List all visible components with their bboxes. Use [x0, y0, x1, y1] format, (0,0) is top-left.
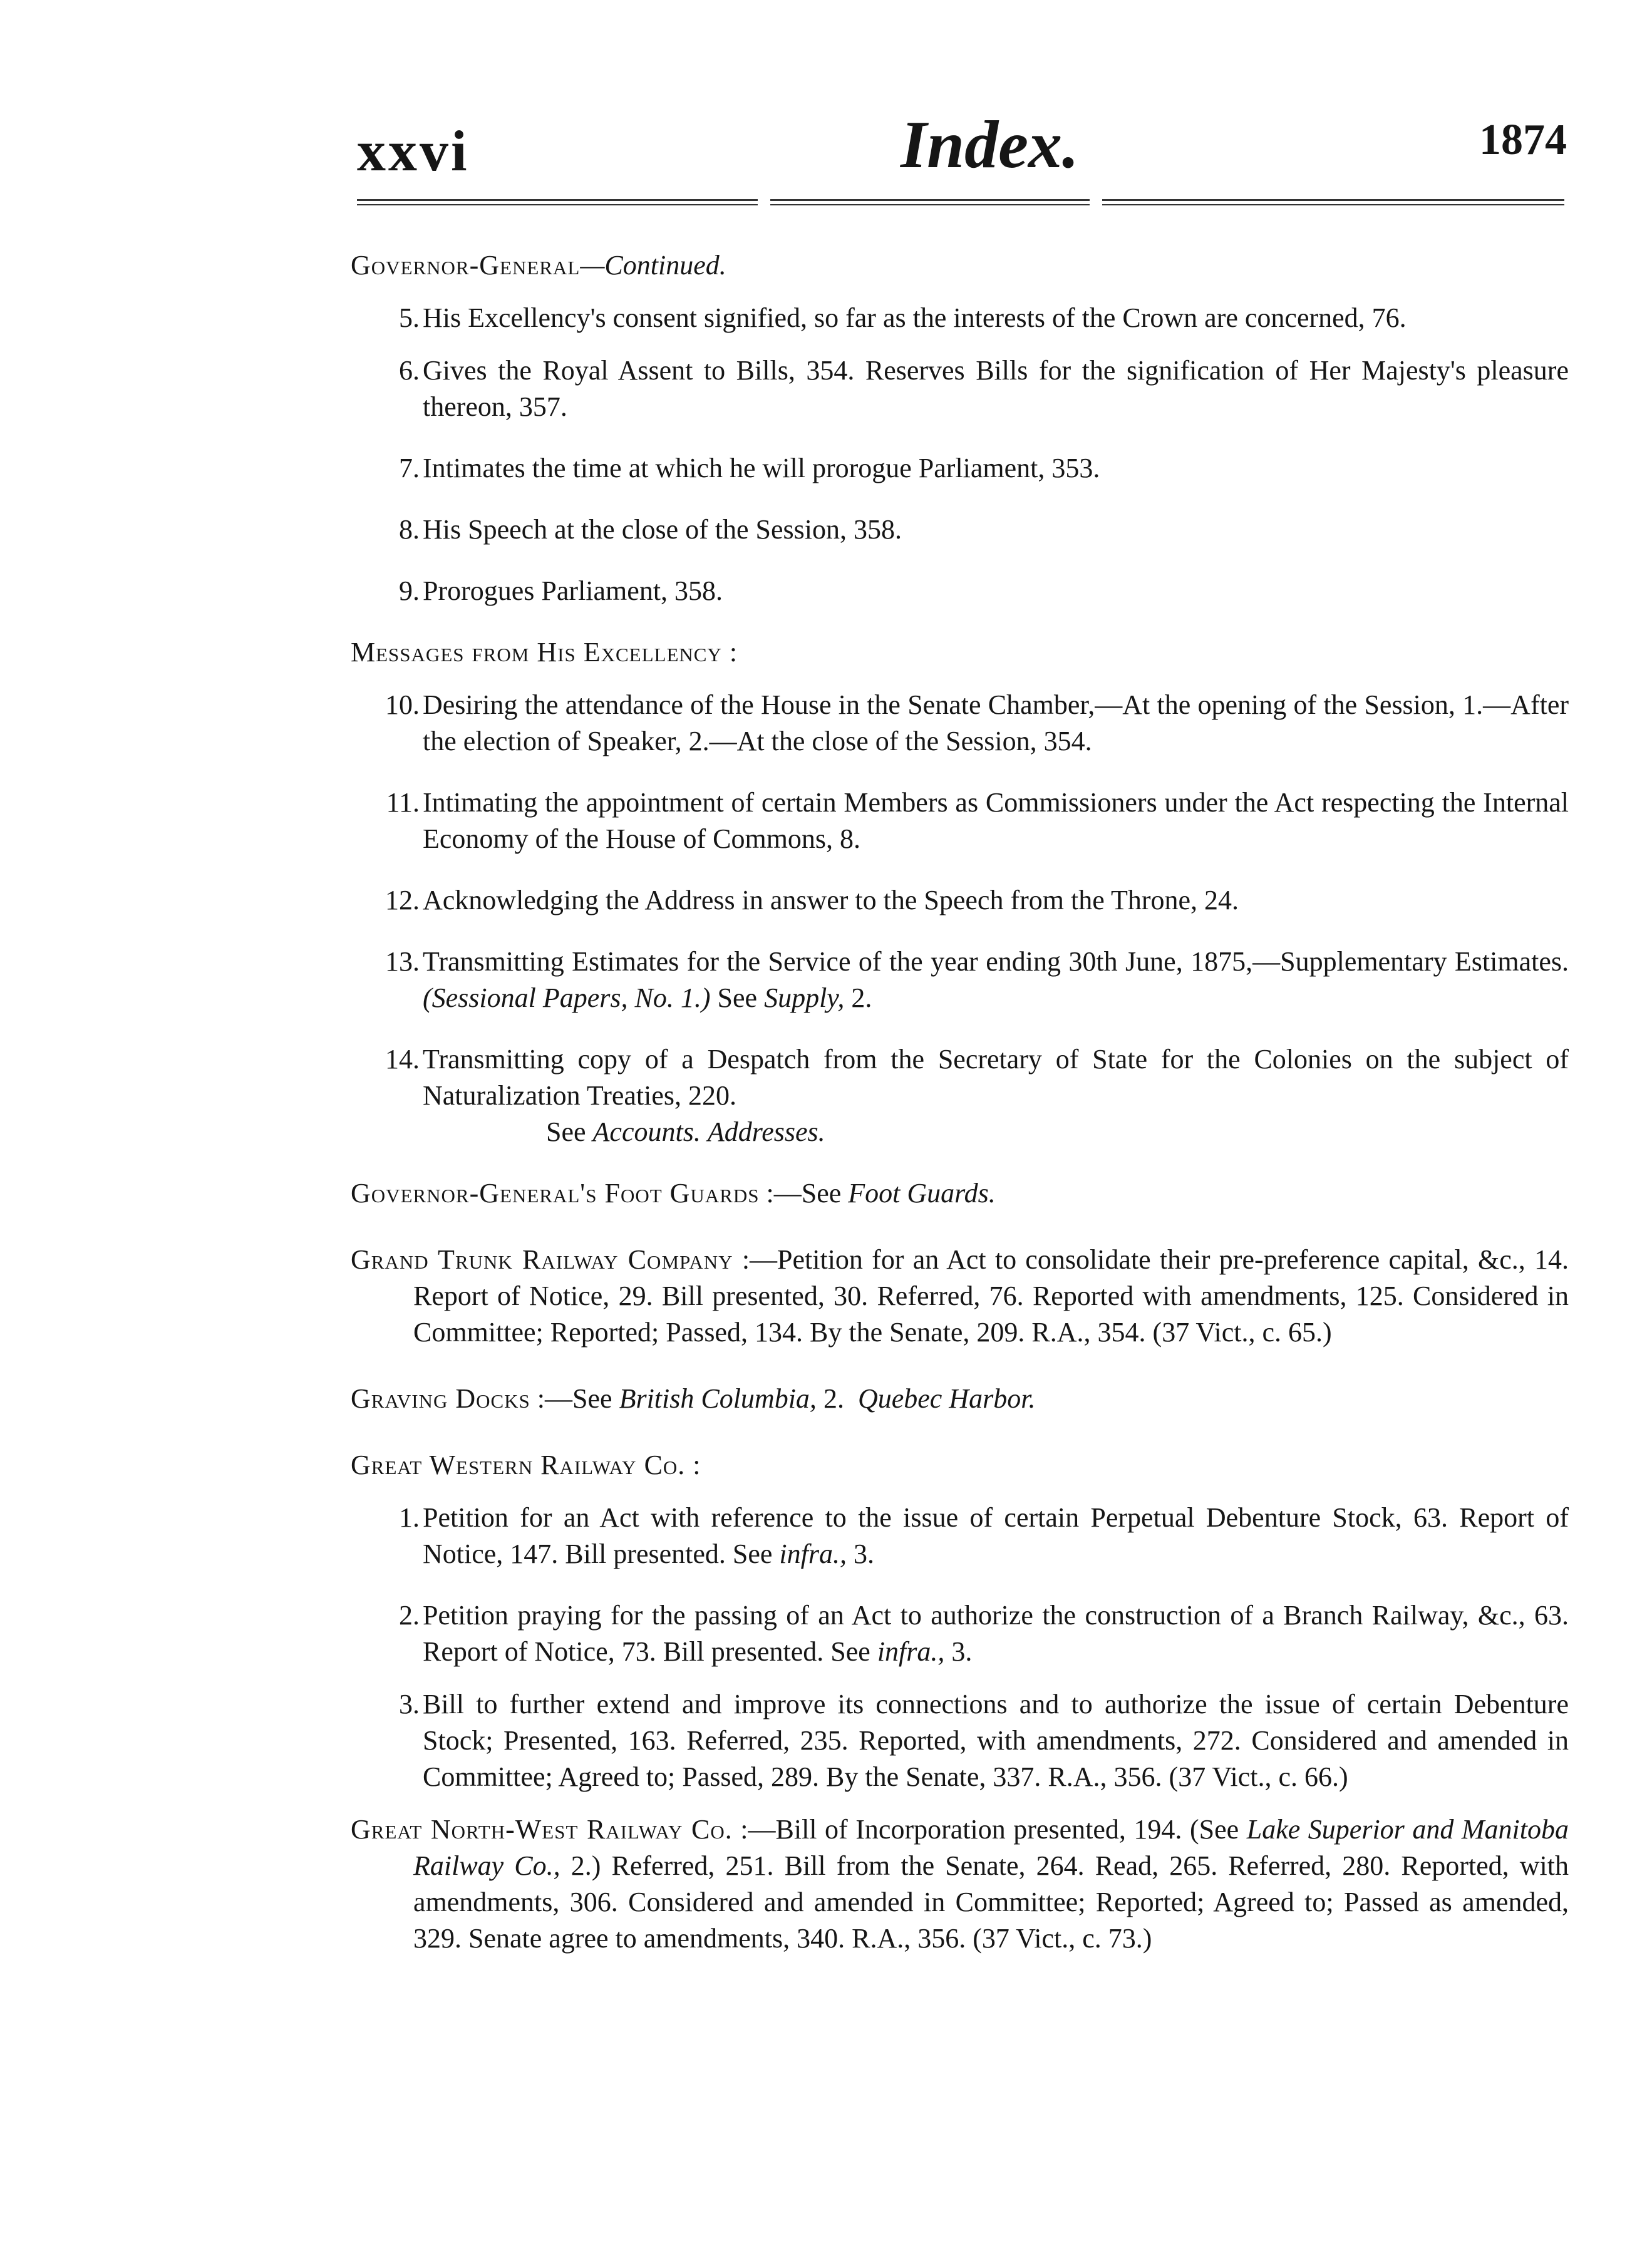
header-rule-center — [770, 199, 1090, 205]
list-item: 11. Intimating the appointment of certain Members as Commissioners under the Act respecting the Internal Economy of the House of Commons, 8. — [386, 787, 1569, 854]
list-item: 1. Petition for an Act with reference to the issue of certain Perpetual Debenture Stock, 63. Report of Notice, 147. Bill presented. See infra., 3. — [399, 1502, 1569, 1569]
entry-grand-trunk: Grand Trunk Railway Company :—Petition for an Act to consolidate their pre-preference capital, &c., 14. Report of Notice, 29. Bill presented, 30. Referred, 76. Reported with amendments, 125. Considered in Committee; Reported; Passed, 134. By the Senate, 209. R.A., 354. (37 Vict., c. 65.) — [351, 1244, 1569, 1348]
page-number: xxvi — [357, 119, 470, 183]
page-year: 1874 — [1479, 116, 1567, 164]
list-item: 7. Intimates the time at which he will prorogue Parliament, 353. — [399, 453, 1100, 483]
entry-great-north-west: Great North-West Railway Co. :—Bill of Incorporation presented, 194. (See Lake Superior and Manitoba Railway Co., 2.) Referred, 251. Bill from the Senate, 264. Read, 265. Referred, 280. Reported, with amendments, 306. Considered and amended in Committee; Reported; Agreed to; Passed as amended, 329. Senate agree to amendments, 340. R.A., 356. (37 Vict., c. 73.) — [351, 1814, 1569, 1954]
list-item: 8. His Speech at the close of the Session, 358. — [399, 514, 902, 545]
entry-heading-great-western: Great Western Railway Co. : — [351, 1450, 701, 1480]
page-title: Index. — [901, 108, 1080, 182]
header-rules — [357, 199, 1564, 212]
entry-heading-governor-general: Governor-General—Continued. — [351, 250, 726, 281]
header-rule-right — [1102, 199, 1564, 205]
header-rule-left — [357, 199, 758, 205]
page-header — [0, 106, 1652, 194]
entry-graving-docks: Graving Docks :—See British Columbia, 2. Quebec Harbor. — [351, 1383, 1036, 1414]
see-also-line: See Accounts. Addresses. — [546, 1116, 825, 1147]
list-item: 14. Transmitting copy of a Despatch from the Secretary of State for the Colonies on the subject of Naturalization Treaties, 220. — [385, 1044, 1569, 1111]
list-item: 6. Gives the Royal Assent to Bills, 354. Reserves Bills for the signification of Her Majesty's pleasure thereon, 357. — [399, 355, 1569, 422]
list-item: 10. Desiring the attendance of the House in the Senate Chamber,—At the opening of the Session, 1.—After the election of Speaker, 2.—At the close of the Session, 354. — [385, 689, 1569, 756]
list-item: 3. Bill to further extend and improve its connections and to authorize the issue of certain Debenture Stock; Presented, 163. Referred, 235. Reported, with amendments, 272. Considered and amended in Committee; Agreed to; Passed, 289. By the Senate, 337. R.A., 356. (37 Vict., c. 66.) — [399, 1689, 1569, 1792]
list-item: 5. His Excellency's consent signified, so far as the interests of the Crown are concerned, 76. — [399, 302, 1407, 333]
entry-heading-messages: Messages from His Excellency : — [351, 637, 738, 668]
list-item: 2. Petition praying for the passing of an Act to authorize the construction of a Branch Railway, &c., 63. Report of Notice, 73. Bill presented. See infra., 3. — [399, 1600, 1569, 1667]
list-item: 13. Transmitting Estimates for the Service of the year ending 30th June, 1875,—Supplementary Estimates. (Sessional Papers, No. 1.) See Supply, 2. — [385, 946, 1569, 1013]
list-item: 9. Prorogues Parliament, 358. — [399, 575, 723, 606]
index-content — [351, 247, 1569, 1957]
list-item: 12. Acknowledging the Address in answer to the Speech from the Throne, 24. — [385, 885, 1239, 915]
entry-foot-guards: Governor-General's Foot Guards :—See Foot Guards. — [351, 1178, 996, 1209]
